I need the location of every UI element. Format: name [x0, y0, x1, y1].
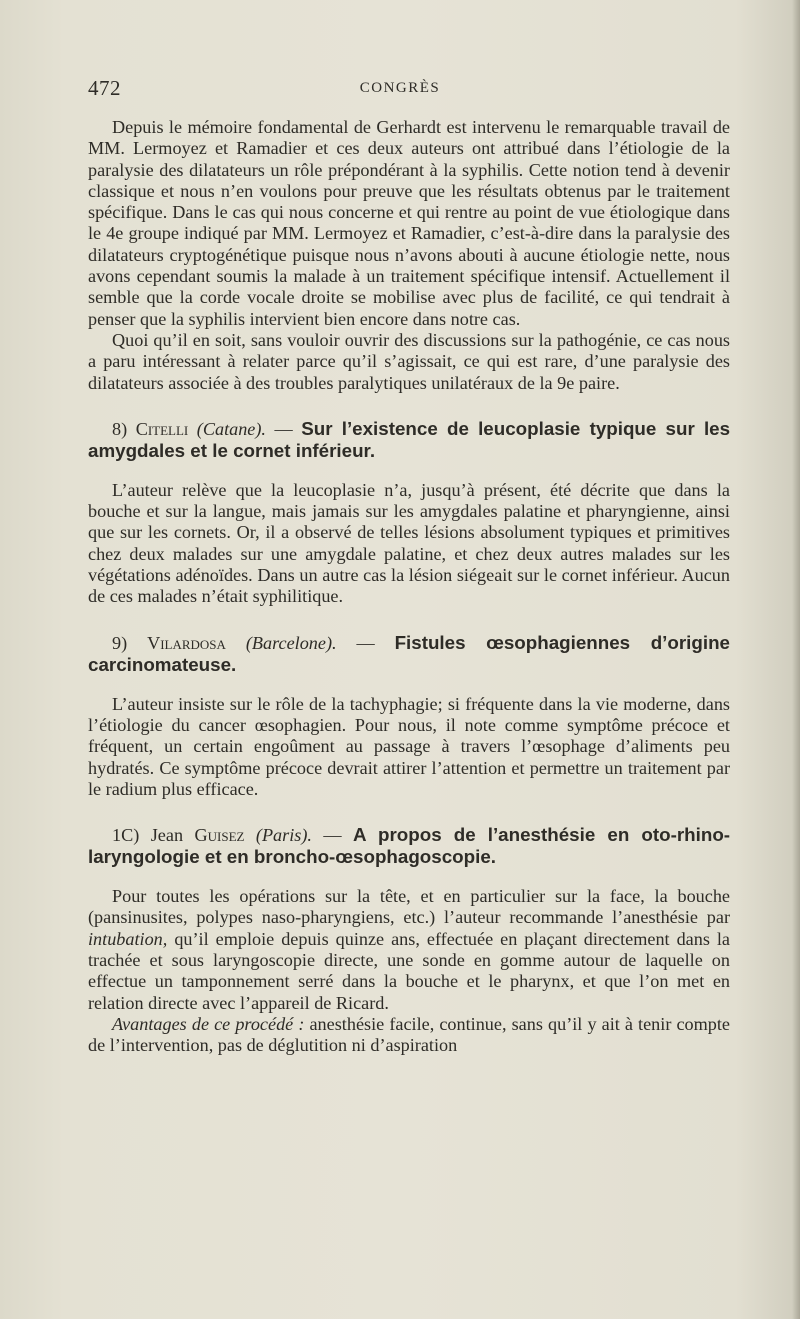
section-number: 8) — [112, 418, 128, 439]
section-title: Sur l’existence de leucoplasie typique sur les amygdales et le cornet inférieur. — [88, 417, 731, 461]
section-heading-10 — [88, 824, 730, 868]
section-heading-9 — [88, 632, 730, 676]
running-head: CONGRÈS — [359, 80, 441, 96]
section-author: Vilardosa — [147, 632, 226, 653]
section-city: (Barcelone). — [245, 632, 337, 653]
section-text-8: L’auteur relève que la leucoplasie n’a, jusqu’à présent, été décrite que dans la bouche et sur la langue, mais jamais sur les amygdales palatine et pharyngienne, ainsi que sur les cornets. Or, il a observé de telles lésions absolument typiques et primitives chez deux malades sur une amygdale palatine, et chez deux autres malades sur les végétations adénoïdes. Dans un autre cas la lésion siégeait sur le cornet inférieur. Aucun de ces malades n’était syphilitique. — [88, 479, 730, 607]
section-title: Fistules œsophagiennes d’origine carcinomateuse. — [88, 631, 730, 675]
paragraph-1: Depuis le mémoire fondamental de Gerhardt est intervenu le remarquable travail de MM. Lermoyez et Ramadier et ces deux auteurs ont attribué dans l’étiologie de la paralysie des dilatateurs un rôle prépondérant à la syphilis. Cette notion tend à devenir classique et nous n’en voulons pour preuve que les résultats obtenus par le traitement spécifique. Dans le cas qui nous concerne et qui rentre au point de vue étiologique dans le 4e groupe indiqué par MM. Lermoyez et Ramadier, c’est-à-dire dans la paralysie des dilatateurs cryptogénétique puisque nous n’avons abouti à aucune étiologie nette, nous avons cependant soumis la malade à un traitement spécifique intensif. Actuellement il semble que la corde vocale droite se mobilise avec plus de facilité, ce qui tendrait à penser que la syphilis intervient bien encore dans notre cas. — [88, 117, 730, 329]
paragraph-2: Quoi qu’il en soit, sans vouloir ouvrir des discussions sur la pathogénie, ce cas nous a paru intéressant à relater parce qu’il s’agissait, ce qui est rare, d’une paralysie des dilatateurs associée à des troubles paralytiques unilatéraux de la 9e paire. — [88, 329, 730, 393]
section-author-first: Jean — [150, 825, 184, 846]
section-author: Guisez — [194, 825, 245, 846]
advantages-paragraph — [88, 1014, 730, 1057]
page-body — [88, 117, 730, 1057]
section-dash: — — [356, 632, 375, 653]
section-heading-8 — [88, 418, 730, 462]
text-part: qu’il emploie depuis quinze ans, effectuée en plaçant directement dans la trachée et sous laryngoscopie directe, une sonde en gomme autour de laquelle on effectue un tamponnement serré dans la bouche et le pharynx, et que l’on met en relation directe avec l’appareil de Ricard. — [88, 928, 731, 1013]
page-edge-shadow — [792, 0, 800, 1319]
text-emphasis: intubation, — [88, 928, 168, 949]
section-city: (Catane). — [196, 418, 266, 439]
advantages-label: Avantages de ce procédé : — [112, 1013, 305, 1034]
section-dash: — — [274, 418, 293, 439]
section-number: 9) — [112, 632, 128, 653]
page-number: 472 — [88, 76, 121, 100]
advantages-text: anesthésie facile, continue, sans qu’il y ait à tenir compte de l’intervention, pas de déglutition ni d’aspiration — [88, 1013, 731, 1056]
section-city: (Paris). — [255, 825, 312, 846]
text-part: Pour toutes les opérations sur la tête, et en particulier sur la face, la bouche (pansinusites, polypes naso-pharyngiens, etc.) l’auteur recommande l’anesthésie par — [88, 886, 730, 928]
section-author: Citelli — [135, 418, 189, 439]
section-dash: — — [323, 825, 342, 846]
section-number: 1C) — [112, 825, 140, 846]
section-text-10 — [88, 886, 730, 1014]
section-text-9: L’auteur insiste sur le rôle de la tachyphagie; si fréquente dans la vie moderne, dans l’étiologie du cancer œsophagien. Pour nous, il note comme symptôme précoce et fréquent, un certain engoûment au passage à travers l’œsophage d’aliments peu hydratés. Ce symptôme précoce devrait attirer l’attention et permettre un traitement par le radium plus efficace. — [88, 693, 730, 799]
section-title: A propos de l’anesthésie en oto-rhino-laryngologie et en broncho-œsophagoscopie. — [88, 824, 731, 868]
